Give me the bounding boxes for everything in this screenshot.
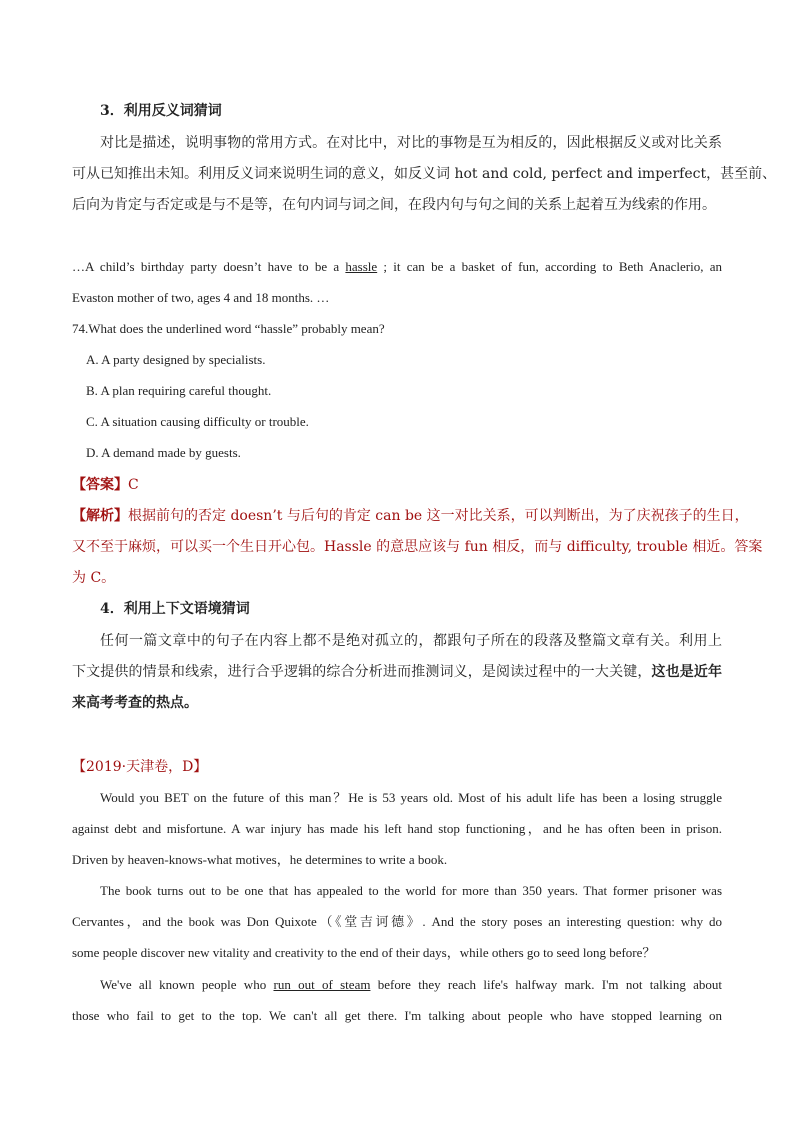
reading-p3-line-1: [100, 975, 722, 995]
reading-p2-line-2: Cervantes，and the book was Don Quixote（《堂吉诃德》. And the story poses an interesting question: why do: [72, 914, 722, 929]
analysis-line-1: [72, 506, 749, 526]
reading-p2-line-1: The book turns out to be one that has appealed to the world for more than 350 years. That former prisoner was: [100, 883, 722, 898]
section-3-heading: 3．利用反义词猜词: [100, 103, 222, 119]
reading-p1-line-1: Would you BET on the future of this man？He is 53 years old. Most of his adult life has been a losing struggle: [100, 790, 722, 805]
passage-line-1: [72, 257, 722, 277]
underlined-word-hassle: hassle: [345, 259, 378, 274]
section-4-para-line-3: 来高考考查的热点。: [72, 695, 198, 711]
option-d: D. A demand made by guests.: [86, 445, 241, 460]
answer-line: [72, 475, 722, 495]
option-c: C. A situation causing difficulty or trouble.: [86, 414, 309, 429]
section-4-para-line-1: 任何一篇文章中的句子在内容上都不是绝对孤立的，都跟句子所在的段落及整篇文章有关。利用上: [100, 633, 722, 649]
analysis-line-3: 为 C。: [72, 570, 116, 586]
reading-text: We've all known people who: [100, 977, 274, 992]
option-b: B. A plan requiring careful thought.: [86, 383, 272, 398]
section-4-para-line-2: [72, 662, 722, 682]
analysis-text: 根据前句的否定 doesn’t 与后句的肯定 can be 这一对比关系，可以判断出，为了庆祝孩子的生日，: [128, 508, 749, 524]
reading-p3-line-2: those who fail to get to the top. We can't all get there. I'm talking about people who have stopped learning on: [72, 1008, 722, 1023]
reading-text: before they reach life's halfway mark. I'm not talking about: [370, 977, 722, 992]
section-4-para-bold: 这也是近年: [651, 664, 723, 680]
passage-line-2: Evaston mother of two, ages 4 and 18 months. …: [72, 290, 330, 305]
section-3-para-line-2: 可从已知推出未知。利用反义词来说明生词的意义，如反义词 hot and cold, perfect and imperfect，甚至前、: [72, 166, 777, 182]
underlined-phrase: run out of steam: [273, 977, 371, 992]
answer-value: C: [128, 477, 139, 493]
section-3-para-line-3: 后向为肯定与否定或是与不是等，在句内词与词之间，在段内句与句之间的关系上起着互为线索的作用。: [72, 197, 716, 213]
answer-label: 【答案】: [72, 477, 128, 493]
passage-text: …A child’s birthday party doesn’t have to be a: [72, 259, 346, 274]
reading-p1-line-2: against debt and misfortune. A war injury has made his left hand stop functioning，and he has often been in prison.: [72, 821, 722, 836]
question-stem: 74.What does the underlined word “hassle” probably mean?: [72, 321, 385, 336]
analysis-line-2: 又不至于麻烦，可以买一个生日开心包。Hassle 的意思应该与 fun 相反，而与 difficulty, trouble 相近。答案: [72, 539, 763, 555]
source-tag: 【2019·天津卷，D】: [72, 759, 208, 775]
section-4-para-text: 下文提供的情景和线索，进行合乎逻辑的综合分析进而推测词义，是阅读过程中的一大关键，: [72, 664, 652, 680]
section-3-para-line-1: 对比是描述，说明事物的常用方式。在对比中，对比的事物是互为相反的，因此根据反义或对比关系: [100, 135, 722, 151]
reading-p2-line-3: some people discover new vitality and creativity to the end of their days，while others go to seed long before？: [72, 945, 656, 960]
analysis-label: 【解析】: [72, 508, 128, 524]
passage-text: ; it can be a basket of fun, according to Beth Anaclerio, an: [377, 259, 722, 274]
section-4-heading: 4．利用上下文语境猜词: [100, 601, 250, 617]
reading-p1-line-3: Driven by heaven-knows-what motives，he determines to write a book.: [72, 852, 448, 867]
option-a: A. A party designed by specialists.: [86, 352, 266, 367]
